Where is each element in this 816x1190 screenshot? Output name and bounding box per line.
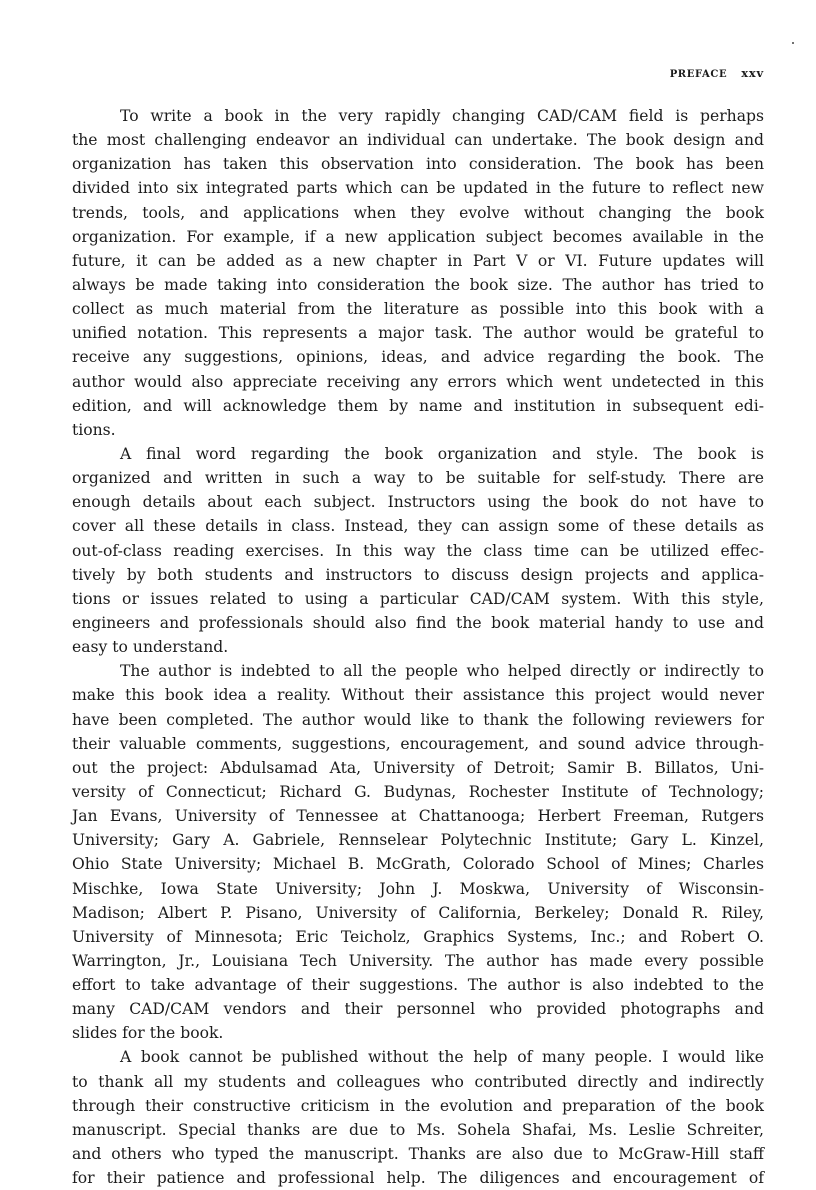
text-line: through their constructive criticism in the evolution and preparation of the book (72, 1096, 764, 1115)
text-line: divided into six integrated parts which can be updated in the future to reflect new (72, 179, 764, 198)
text-line: To write a book in the very rapidly changing CAD/CAM field is perhaps (120, 107, 764, 125)
text-line: to thank all my students and colleagues who contributed directly and indirectly (72, 1072, 764, 1091)
body-text (72, 104, 764, 1190)
text-line: University of Minnesota; Eric Teicholz, Graphics Systems, Inc.; and Robert O. (72, 927, 764, 946)
text-line: author would also appreciate receiving any errors which went undetected in this (72, 372, 764, 391)
text-line: collect as much material from the literature as possible into this book with a (72, 300, 764, 319)
text-line: tions. (72, 420, 116, 439)
text-line: the most challenging endeavor an individual can undertake. The book design and (72, 131, 764, 150)
text-line: out the project: Abdulsamad Ata, University of Detroit; Samir B. Billatos, Uni- (72, 758, 764, 777)
text-line: make this book idea a reality. Without their assistance this project would never (72, 686, 764, 705)
text-line: cover all these details in class. Instead, they can assign some of these details as (72, 517, 764, 536)
text-line: and others who typed the manuscript. Thanks are also due to McGraw-Hill staff (72, 1145, 764, 1164)
section-title: PREFACE (669, 69, 728, 80)
text-line: Jan Evans, University of Tennessee at Chattanooga; Herbert Freeman, Rutgers (72, 807, 764, 826)
page-number: xxv (741, 66, 764, 80)
text-line: Mischke, Iowa State University; John J. Moskwa, University of Wisconsin- (72, 879, 764, 898)
text-line: organization. For example, if a new application subject becomes available in the (72, 227, 764, 246)
text-line: easy to understand. (72, 638, 229, 657)
text-line: University; Gary A. Gabriele, Rennselear Polytechnic Institute; Gary L. Kinzel, (72, 831, 764, 850)
paragraph (72, 1045, 764, 1190)
running-head (72, 62, 764, 81)
paragraph (72, 659, 764, 1045)
paragraph (72, 442, 764, 659)
text-line: their valuable comments, suggestions, encouragement, and sound advice through- (72, 734, 764, 753)
print-speck (792, 42, 794, 44)
text-line: unified notation. This represents a major task. The author would be grateful to (72, 324, 764, 343)
text-line: versity of Connecticut; Richard G. Budynas, Rochester Institute of Technology; (72, 782, 764, 801)
text-line: edition, and will acknowledge them by name and institution in subsequent edi- (72, 396, 764, 415)
text-line: The author is indebted to all the people who helped directly or indirectly to (120, 662, 764, 681)
text-line: manuscript. Special thanks are due to Ms. Sohela Shafai, Ms. Leslie Schreiter, (72, 1120, 764, 1139)
text-line: always be made taking into consideration the book size. The author has tried to (72, 275, 764, 294)
text-line: A book cannot be published without the help of many people. I would like (120, 1048, 764, 1067)
text-line: tions or issues related to using a particular CAD/CAM system. With this style, (72, 589, 764, 608)
text-line: receive any suggestions, opinions, ideas, and advice regarding the book. The (72, 348, 764, 367)
text-line: Warrington, Jr., Louisiana Tech University. The author has made every possible (72, 951, 764, 970)
text-line: A final word regarding the book organization and style. The book is (120, 444, 764, 463)
text-line: enough details about each subject. Instructors using the book do not have to (72, 493, 764, 512)
paragraph (72, 104, 764, 442)
text-line: tively by both students and instructors to discuss design projects and applica- (72, 565, 764, 584)
text-line: have been completed. The author would like to thank the following reviewers for (72, 710, 764, 729)
text-line: for their patience and professional help. The diligences and encouragement of (72, 1169, 764, 1188)
text-line: organized and written in such a way to be suitable for self-study. There are (72, 469, 764, 488)
text-line: effort to take advantage of their suggestions. The author is also indebted to the (72, 976, 764, 995)
text-line: slides for the book. (72, 1024, 224, 1043)
text-line: many CAD/CAM vendors and their personnel who provided photographs and (72, 1000, 764, 1019)
text-line: Ohio State University; Michael B. McGrath, Colorado School of Mines; Charles (72, 855, 764, 874)
text-line: future, it can be added as a new chapter in Part V or VI. Future updates will (72, 251, 764, 270)
text-line: engineers and professionals should also find the book material handy to use and (72, 613, 764, 632)
text-line: Madison; Albert P. Pisano, University of California, Berkeley; Donald R. Riley, (72, 903, 764, 922)
text-line: out-of-class reading exercises. In this way the class time can be utilized effec- (72, 541, 764, 560)
text-line: trends, tools, and applications when they evolve without changing the book (72, 203, 764, 222)
text-line: organization has taken this observation into consideration. The book has been (72, 155, 764, 174)
